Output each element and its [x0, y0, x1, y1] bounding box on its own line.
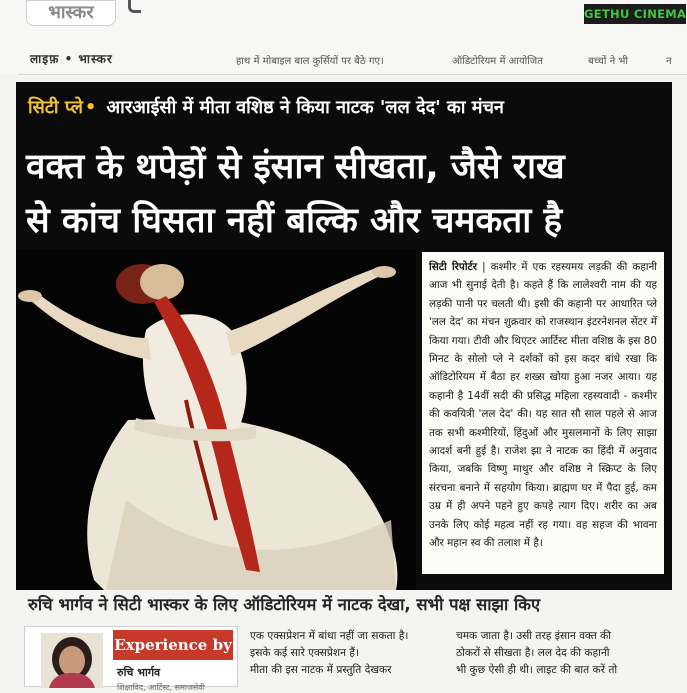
ticker-item: बच्चों ने भी [588, 56, 628, 67]
ticker-item: हाथ में मोबाइल बाल कुर्सियों पर बैठे गए। [236, 56, 384, 67]
experience-box [24, 626, 238, 692]
article-column [456, 628, 678, 679]
article-body [422, 252, 664, 574]
photo-caption: रुचि भार्गव ने सिटी भास्कर के लिए ऑडिटोरियम में नाटक देखा, सभी पक्ष साझा किए [28, 595, 541, 614]
kicker-dot: • [84, 97, 97, 118]
column-line: भी कुछ ऐसी ही थी। लाइट की बात करें तो [456, 664, 618, 676]
author-avatar [41, 633, 103, 688]
headline-line: वक्त के थपेड़ों से इंसान सीखता, जैसे राख [26, 147, 565, 187]
author-name: रुचि भार्गव [117, 666, 161, 679]
experience-title: Experience by [113, 630, 233, 660]
masthead-hook-icon [128, 0, 141, 13]
column-line: ठोकरों से सीखता है। लल देद की कहानी [456, 647, 610, 659]
performance-photo [16, 250, 416, 590]
article-separator: | [482, 261, 491, 273]
article-byline: सिटी रिपोर्टर [429, 261, 478, 273]
article-text: कश्मीर में एक रहस्यमय लड़की की कहानी आज भी सुनाई देती है। कहते हैं कि लालेश्वरी नाम की यह लड़की पानी पर चलती थी। इसी की कहानी पर आधारित प्ले 'लल देद' का मंचन शुक्रवार को राजस्थान इंटरनेशनल सेंटर में किया गया। टीवी और थिएटर आर्टिस्ट मीता वशिष्ठ के इस 80 मिनट के सोलो प्ले ने दर्शकों को इस कदर बांधे रखा कि ऑडिटोरियम में बैठा हर शख्स खोया हुआ नजर आया। यह कहानी है 14वीं सदी की प्रसिद्ध महिला रहस्यवादी - कश्मीर की कवयित्री 'लल देद' की। यह सात सौ साल पहले से आज तक सभी कश्मीरियों, हिंदुओं और मुसलमानों के लिए साझा आदर्श बनी हुई है। राजेश झा ने नाटक का हिंदी में अनुवाद किया, जबकि विष्णु माथुर और वशिष्ठ ने स्क्रिप्ट के लिए संरचना बनाने में सहयोग किया। ब्राह्मण घर में पैदा हुई, कम उम्र में ही अपने पहने हुए कपड़े त्याग दिए। शरीर का अब उनके लिए कोई महत्व नहीं रह गया। वह सहज की भावना और महान स्व की तलाश में है। [429, 261, 657, 550]
ticker-divider [18, 74, 687, 75]
story-kicker [28, 96, 504, 120]
channel-watermark: GETHU CINEMA [584, 4, 686, 24]
column-line: चमक जाता है। उसी तरह इंसान वक्त की [456, 630, 611, 642]
story-headline [26, 140, 672, 248]
kicker-label: सिटी प्ले [28, 97, 83, 118]
ticker-item: ऑडिटोरियम में आयोजित [452, 56, 543, 67]
column-line: इसके कई सारे एक्सप्रेशन हैं। [250, 647, 360, 659]
story-panel [16, 82, 672, 590]
ticker-strip [0, 52, 687, 74]
headline-line: से कांच घिसता नहीं बल्कि और चमकता है [26, 201, 563, 241]
column-line: एक एक्सप्रेशन में बांधा नहीं जा सकता है। [250, 630, 409, 642]
masthead [0, 0, 687, 74]
ticker-item: लाइफ़ • भास्कर [30, 52, 113, 66]
article-column [250, 628, 442, 679]
author-role: शिक्षाविद, आर्टिस्ट, समाजसेवी [117, 683, 205, 692]
caption-band [16, 590, 672, 620]
kicker-text: आरआईसी में मीता वशिष्ठ ने किया नाटक 'लल देद' का मंचन [106, 97, 504, 118]
newspaper-logo: भास्कर [26, 0, 116, 26]
experience-section [0, 620, 687, 692]
ticker-item: न [666, 56, 672, 67]
column-line: मीता की इस नाटक में प्रस्तुति देखकर [250, 664, 392, 676]
